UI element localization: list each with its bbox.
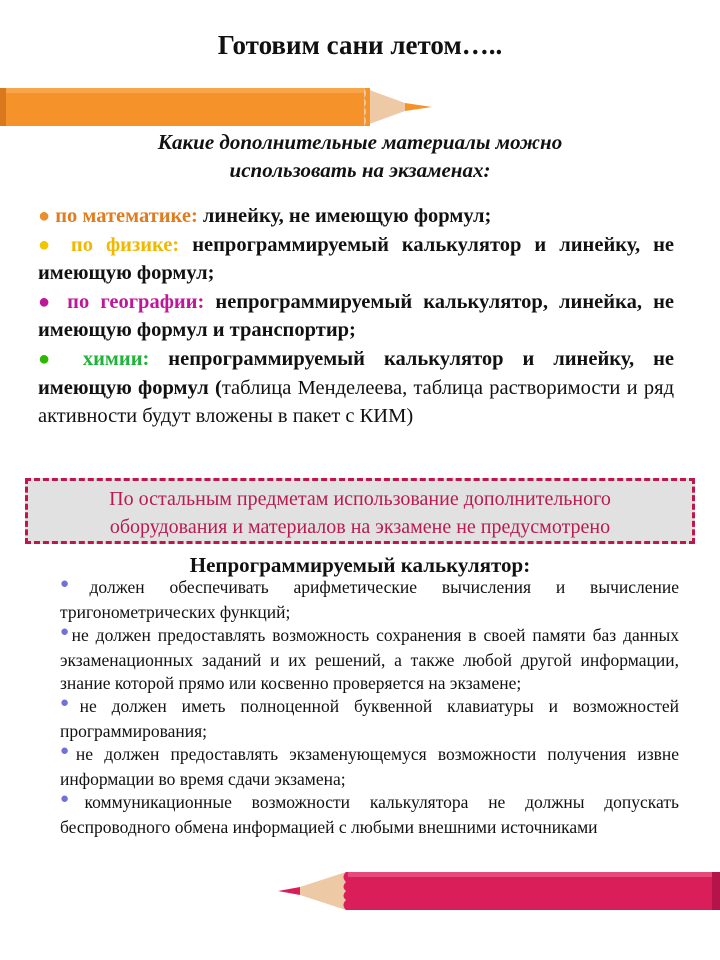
requirement-text: не должен предоставлять экзаменующемуся возможности получения извне информации во время сдачи экзамена;	[60, 744, 679, 789]
materials-text: непрограммируемый калькулятор, линейка, не имеющую формул и транспортир;	[38, 290, 674, 342]
requirement-text: не должен предоставлять возможность сохранения в своей памяти баз данных экзаменационных заданий и их решений, а также любой другой информации, знание которой прямо или косвенно проверяется на экзамене;	[60, 625, 680, 693]
allowed-materials-list	[38, 202, 674, 431]
requirement-text: должен обеспечивать арифметические вычисления и вычисление тригонометрических функций;	[60, 577, 680, 622]
materials-note: таблица Менделеева, таблица растворимости и ряд активности будут вложены в пакет с КИМ)	[38, 376, 674, 428]
requirement-text: коммуникационные возможности калькулятора не должны допускать беспроводного обмена информацией с любыми внешними источниками	[60, 792, 679, 837]
materials-text: непрограммируемый калькулятор и линейку, не имеющую формул;	[38, 233, 674, 285]
materials-text: непрограммируемый калькулятор и линейку, не имеющую формул (	[38, 347, 674, 399]
materials-item-geography	[38, 288, 674, 345]
bullet-icon: ●	[60, 743, 76, 759]
subject-label: по математике:	[55, 205, 198, 227]
notice-line-1: По остальным предметам использование дополнительного	[109, 488, 611, 510]
bullet-icon: ●	[60, 624, 72, 640]
bullet-icon: ●	[60, 695, 80, 711]
bullet-icon: ●	[60, 576, 90, 592]
calculator-requirement	[60, 791, 679, 839]
calculator-requirement	[60, 743, 679, 791]
materials-question-heading	[60, 128, 660, 184]
calculator-requirement	[60, 576, 679, 624]
notice-line-2: оборудования и материалов на экзамене не предусмотрено	[109, 516, 611, 538]
subject-label: по географии:	[67, 290, 205, 313]
other-subjects-notice	[25, 478, 695, 544]
materials-item-physics	[38, 231, 674, 288]
bullet-icon: ●	[38, 205, 51, 227]
calculator-requirement	[60, 624, 679, 695]
subtitle-line-2: использовать на экзаменах:	[229, 158, 491, 182]
subject-label: по физике:	[70, 233, 180, 256]
calculator-requirement	[60, 695, 679, 743]
bullet-icon: ●	[38, 233, 58, 256]
subtitle-line-1: Какие дополнительные материалы можно	[157, 130, 563, 154]
page-title: Готовим сани летом…..	[217, 30, 503, 60]
calculator-requirements-list	[60, 576, 679, 839]
calculator-heading: Непрограммируемый калькулятор:	[189, 553, 531, 577]
materials-item-chemistry	[38, 345, 674, 431]
requirement-text: не должен иметь полноценной буквенной клавиатуры и возможностей программирования;	[60, 696, 679, 741]
materials-item-math	[38, 202, 674, 231]
subject-label: химии:	[82, 347, 150, 370]
materials-text: линейку, не имеющую формул;	[197, 205, 492, 227]
orange-pencil-image	[0, 84, 440, 130]
bullet-icon: ●	[38, 347, 64, 370]
bullet-icon: ●	[38, 290, 57, 313]
pink-pencil-image	[278, 870, 720, 912]
bullet-icon: ●	[60, 791, 85, 807]
